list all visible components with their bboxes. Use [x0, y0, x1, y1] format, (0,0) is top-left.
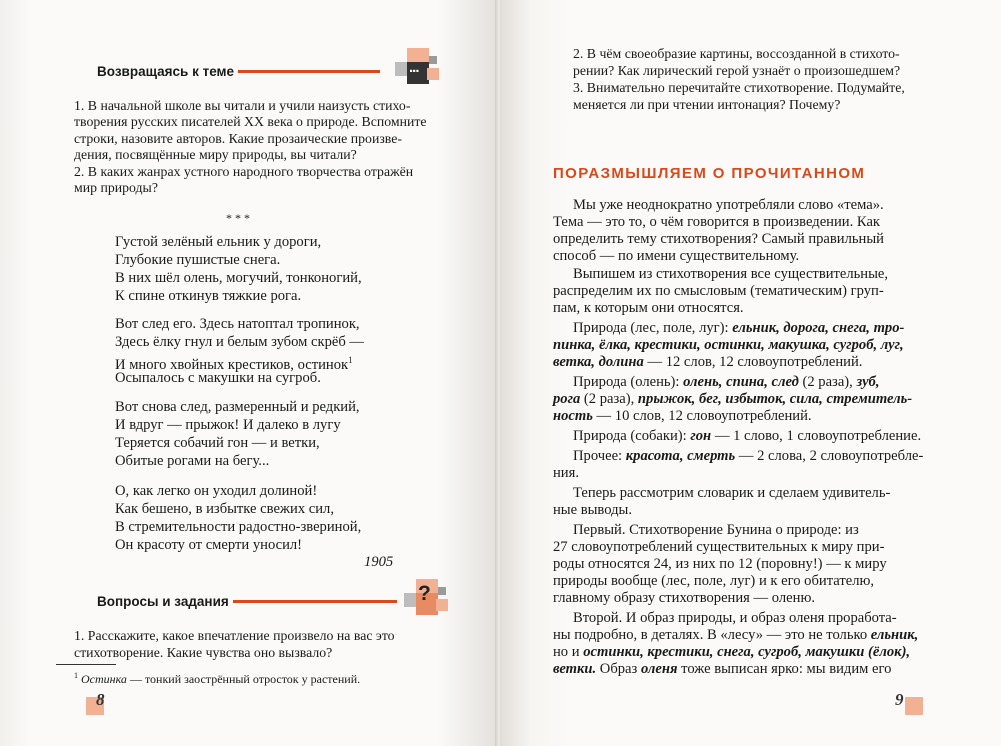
task-line: стихотворение. Какие чувства оно вызвало?	[74, 645, 333, 660]
dots-icon: ...	[409, 59, 419, 76]
body-line: Прочее: красота, смерть — 2 слова, 2 словоупотребле-	[573, 448, 924, 464]
task-line: рении? Как лирический герой узнаёт о произошедшем?	[573, 63, 901, 78]
body-line: Мы уже неоднократно употребляли слово «тема».	[573, 197, 884, 213]
section-title: Возвращаясь к теме	[97, 64, 235, 79]
poem-line: Глубокие пушистые снега.	[115, 252, 281, 268]
task-line: меняется ли при чтении интонация? Почему?	[573, 97, 841, 112]
body-line: Первый. Стихотворение Бунина о природе: из	[573, 522, 859, 538]
task-line: 3. Внимательно перечитайте стихотворение. Подумайте,	[573, 80, 905, 95]
task-line: 1. Расскажите, какое впечатление произвело на вас это	[74, 628, 395, 643]
body-line: пам, к которым они относятся.	[553, 300, 744, 316]
poem-line: Осыпалось с макушки на сугроб.	[115, 370, 321, 386]
body-line: способ — по имени существительному.	[553, 248, 800, 264]
poem-line: О, как легко он уходил долиной!	[115, 483, 318, 499]
footnote-rule	[56, 664, 116, 665]
body-line: ния.	[553, 465, 579, 481]
page-number-square	[905, 697, 923, 715]
body-line: ность — 10 слов, 12 словоупотреблений.	[553, 408, 812, 424]
footnote: $^1$ Остинка — тонкий заострённый отросток у растений.	[74, 671, 361, 686]
question-line: 1. В начальной школе вы читали и учили наизусть стихо-	[74, 98, 411, 113]
poem-line: Теряется собачий гон — и ветки,	[115, 435, 320, 451]
poem-line: Обитые рогами на бегу...	[115, 453, 270, 469]
poem-line: Густой зелёный ельник у дороги,	[115, 234, 322, 250]
task-line: 2. В чём своеобразие картины, воссозданной в стихото-	[573, 46, 900, 61]
question-line: мир природы?	[74, 180, 158, 195]
section-rule	[238, 70, 380, 73]
poem-line: Вот след его. Здесь натоптал тропинок,	[115, 316, 360, 332]
poem-line: Здесь ёлку гнул и белым зубом скрёб —	[115, 334, 365, 350]
body-line: рога (2 раза), прыжок, бег, избыток, сила, стремитель-	[553, 391, 913, 407]
section-rule	[233, 600, 397, 603]
poem-line: Он красоту от смерти уносил!	[115, 537, 303, 553]
poem-line: И вдруг — прыжок! И далеко в лугу	[115, 417, 341, 433]
body-line: Теперь рассмотрим словарик и сделаем удивитель-	[573, 485, 891, 501]
body-line: Природа (собаки): гон — 1 слово, 1 словоупотребление.	[573, 428, 922, 444]
poem-year: 1905	[364, 554, 394, 570]
poem-line: В стремительности радостно-звериной,	[115, 519, 362, 535]
body-line: Природа (лес, поле, луг): ельник, дорога, снега, тро-	[573, 320, 905, 336]
poem-line: В них шёл олень, могучий, тонконогий,	[115, 270, 362, 286]
body-line: Природа (олень): олень, спина, след (2 раза), зуб,	[573, 374, 880, 390]
body-line: главному образу стихотворения — оленю.	[553, 590, 816, 606]
body-line: распределим их по смысловым (тематическим) груп-	[553, 283, 884, 299]
poem-line: Как бешено, в избытке свежих сил,	[115, 501, 334, 517]
body-line: ны подробно, в деталях. В «лесу» — это не только ельник,	[553, 627, 919, 643]
footnote-mark: 1	[348, 355, 353, 365]
page-number: 8	[96, 690, 105, 709]
poem-line: Вот снова след, размеренный и редкий,	[115, 399, 360, 415]
poem-stars: * * *	[226, 211, 250, 225]
question-line: творения русских писателей XX века о природе. Вспомните	[74, 114, 427, 129]
body-line: природы вообще (лес, поле, луг) и к его обитателю,	[553, 573, 875, 589]
body-line: ветка, долина — 12 слов, 12 словоупотреблений.	[553, 354, 863, 370]
section-title: Вопросы и задания	[97, 594, 229, 609]
page-number: 9	[895, 690, 904, 709]
body-line: Выпишем из стихотворения все существительные,	[573, 266, 889, 282]
body-line: ные выводы.	[553, 502, 632, 518]
section-heading: ПОРАЗМЫШЛЯЕМ О ПРОЧИТАННОМ	[553, 165, 866, 182]
section-icon-question	[404, 579, 454, 619]
body-line: Второй. И образ природы, и образ оленя проработа-	[573, 610, 897, 626]
body-line: Тема — это то, о чём говорится в произведении. Как	[553, 214, 881, 230]
left-page	[0, 0, 497, 746]
body-line: но и остинки, крестики, снега, сугроб, макушки (ёлок),	[553, 644, 911, 660]
section-header-questions	[97, 594, 397, 609]
poem-line: И много хвойных крестиков, остинок$^1$	[115, 355, 353, 373]
body-line: определить тему стихотворения? Самый правильный	[553, 231, 884, 247]
question-icon: ?	[418, 582, 431, 605]
body-line: ветки. Образ оленя тоже выписан ярко: мы видим его	[553, 661, 892, 677]
section-header-returning	[97, 64, 380, 79]
body-line: роды относятся 24, из них по 12 (поровну!) — к миру	[553, 556, 887, 572]
body-line: 27 словоупотреблений существительных к миру при-	[553, 539, 885, 555]
poem-line: К спине откинув тяжкие рога.	[115, 288, 302, 304]
question-line: дения, посвящённые миру природы, вы читали?	[74, 147, 357, 162]
question-line: 2. В каких жанрах устного народного творчества отражён	[74, 164, 414, 179]
question-line: строки, назовите авторов. Какие прозаические произве-	[74, 131, 402, 146]
right-page	[501, 0, 1001, 746]
body-line: пинка, ёлка, крестики, остинки, макушка, сугроб, луг,	[553, 337, 904, 353]
section-icon-dots	[393, 48, 443, 88]
